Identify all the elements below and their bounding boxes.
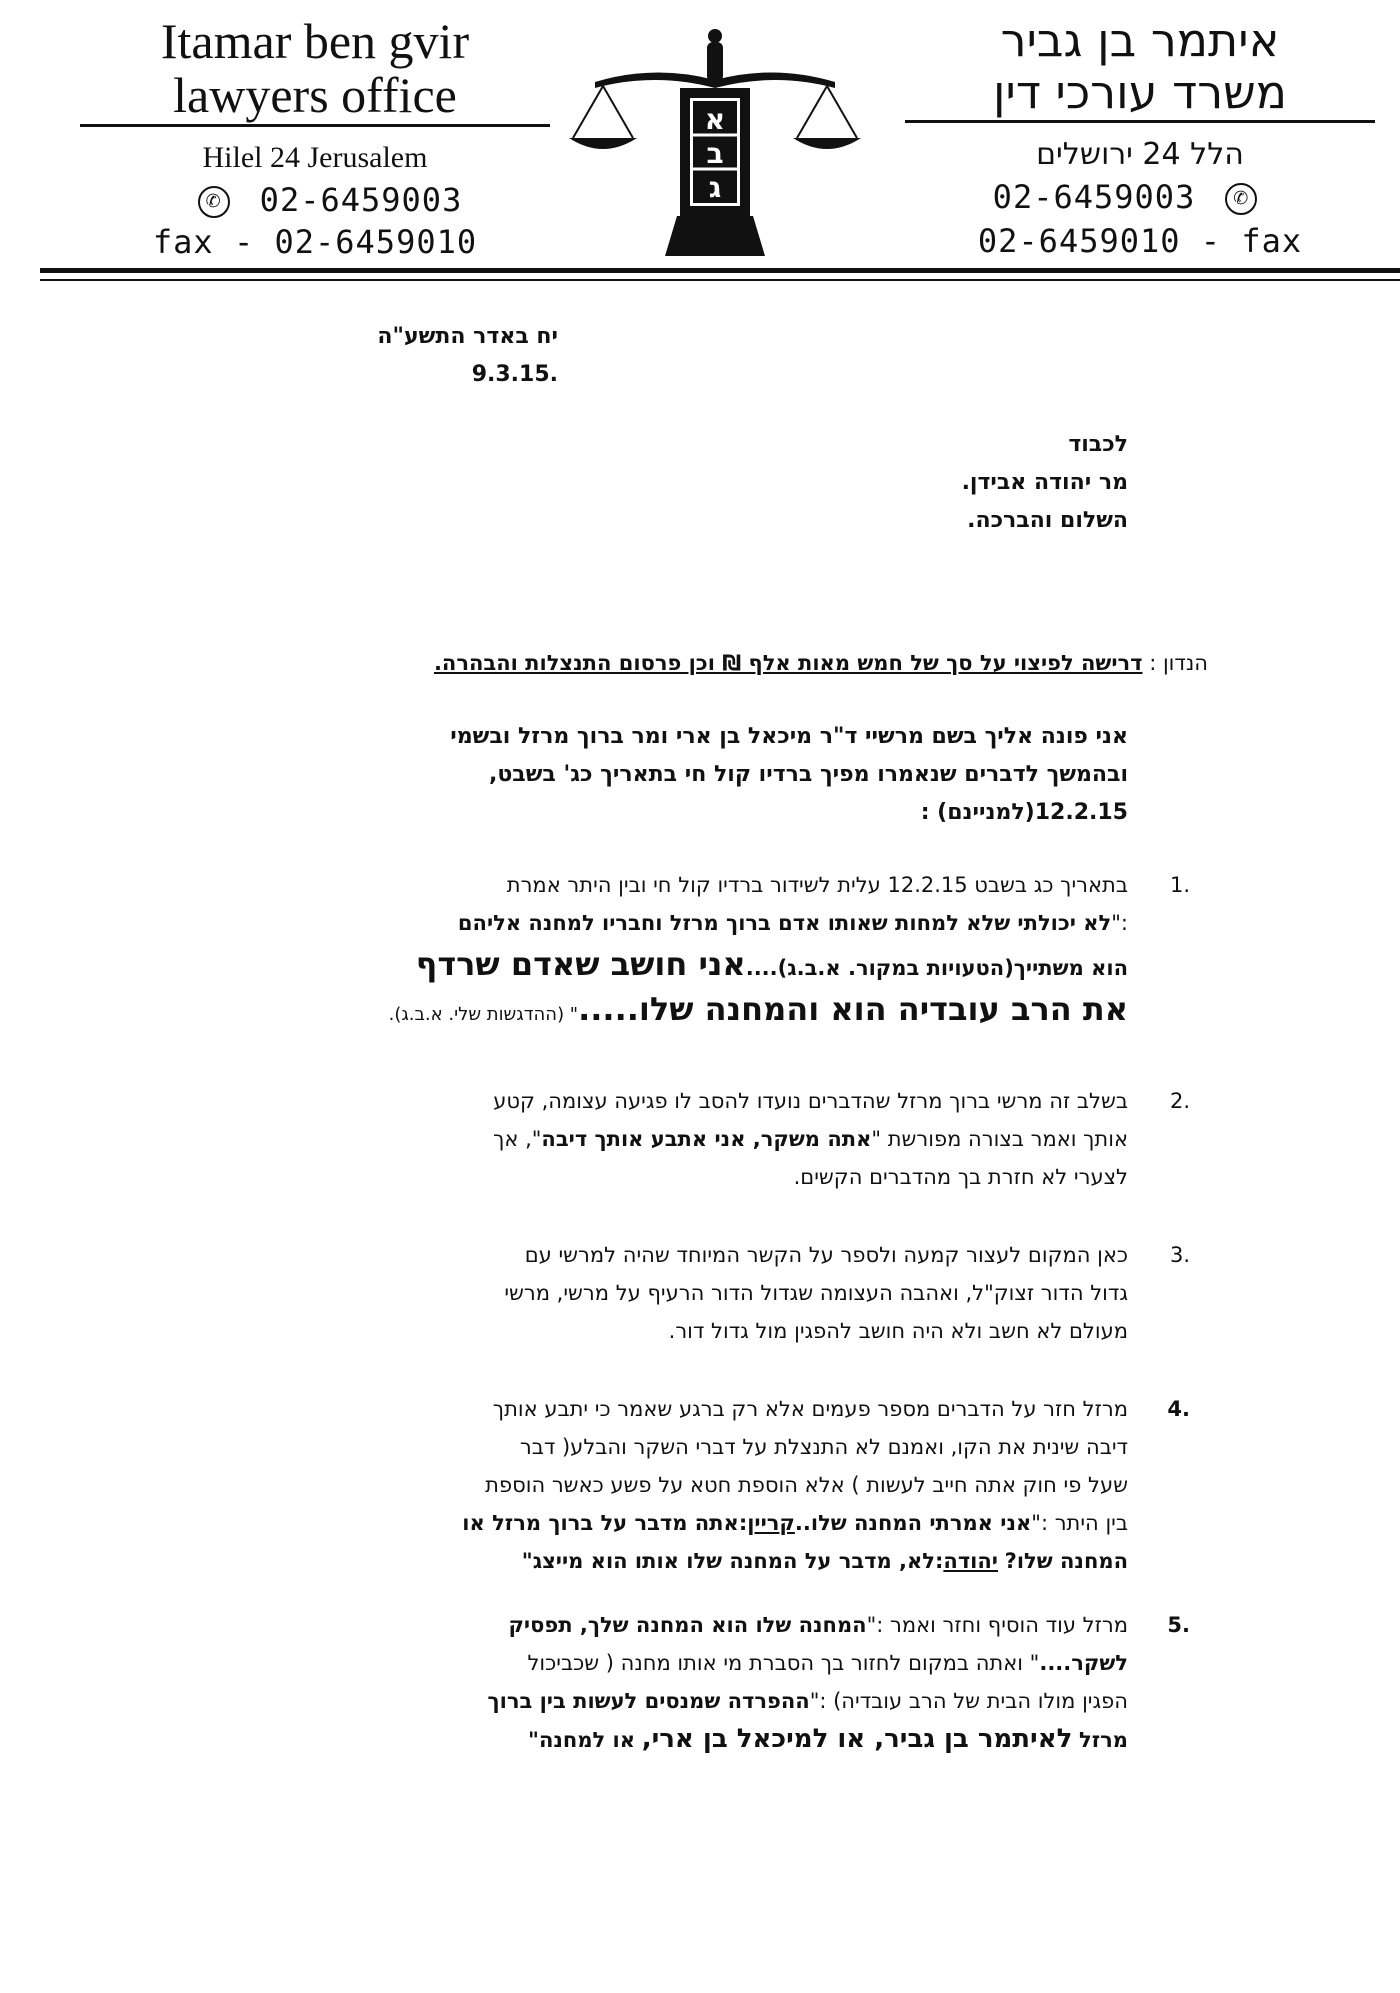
firm-name-he-line2: משרד עורכי דין — [993, 65, 1287, 119]
fax-he — [905, 222, 1375, 260]
item-4-line-5 — [228, 1542, 1128, 1580]
item-4-line-3: שעל פי חוק אתה חייב לעשות ) אלא הוספת חטא על פשע כאשר הוספת — [485, 1473, 1128, 1497]
item-5-text-b: " ואתה במקום לחזור בך הסברת מי אותו מחנה ( שכביכול — [527, 1651, 1040, 1675]
item-1-emphasis-a: אני חושב שאדם שרדף — [415, 945, 746, 983]
letterhead-rule-thin — [40, 279, 1400, 281]
phone-icon: ✆ — [1225, 183, 1257, 215]
item-number: .2 — [1169, 1089, 1190, 1113]
addressee-salutation: לכבוד — [1068, 432, 1128, 457]
firm-name-he-underline — [905, 120, 1375, 123]
item-2-line-2 — [228, 1120, 1128, 1158]
item-4-quote-d: :לא, מדבר על המחנה שלו אותו הוא מייצג" — [521, 1549, 944, 1573]
item-5-quote-b: לשקר.... — [1039, 1651, 1128, 1675]
item-4-line-4 — [228, 1504, 1128, 1542]
item-1-emphasis-b: את הרב עובדיה הוא והמחנה שלו..... — [578, 990, 1128, 1028]
quote-open: :" — [1111, 911, 1128, 935]
item-2-line-3: לצערי לא חזרת בך מהדברים הקשים. — [793, 1165, 1128, 1189]
item-5-quote-e: או למחנה" — [528, 1728, 636, 1752]
firm-name-en-underline — [80, 124, 550, 127]
numbered-item-3 — [228, 1236, 1190, 1350]
numbered-item-5 — [228, 1606, 1190, 1759]
phone-number-en: 02-6459003 — [259, 181, 463, 219]
intro-line-2: ובהמשך לדברים שנאמרו מפיך ברדיו קול חי בתאריך כג' בשבט, — [489, 762, 1128, 787]
item-5-line-3 — [228, 1682, 1128, 1720]
item-4-text-a: בין היתר :" — [1031, 1511, 1128, 1535]
subject-label: הנדון : — [1149, 651, 1208, 675]
firm-name-he-line1: איתמר בן גביר — [1000, 13, 1280, 67]
fax-label-he: - fax — [1200, 222, 1303, 260]
address-en: Hilel 24 Jerusalem — [202, 141, 428, 174]
item-5-text-c: הפגין מולו הבית של הרב עובדיה) :" — [809, 1689, 1128, 1713]
firm-name-en-line2: lawyers office — [173, 67, 457, 123]
letterhead-hebrew — [905, 14, 1375, 260]
phone-number-he: 02-6459003 — [992, 178, 1196, 216]
item-number: .4 — [1167, 1397, 1190, 1421]
item-5-quote-d: מרזל — [1079, 1728, 1128, 1752]
intro-line-1: אני פונה אליך בשם מרשיי ד"ר מיכאל בן ארי ומר ברוך מרזל ובשמי — [450, 724, 1128, 749]
item-number: .1 — [1169, 873, 1190, 897]
item-1-line-4 — [228, 987, 1128, 1034]
item-4-quote-b: :אתה מדבר על ברוך מרזל או — [462, 1511, 748, 1535]
item-5-line-2 — [228, 1644, 1128, 1682]
logo-letter-1: א — [704, 103, 726, 136]
phone-icon: ✆ — [198, 186, 230, 218]
numbered-item-1 — [228, 866, 1190, 1034]
item-4-quote-a: אני אמרתי המחנה שלו.. — [794, 1511, 1032, 1535]
intro-line-3: 12.2.15(למניינם) : — [920, 800, 1128, 825]
logo-letter-2: ב — [706, 137, 724, 170]
item-2-quote: אתה משקר, אני אתבע אותך דיבה — [541, 1127, 872, 1151]
item-5-quote-c: ההפרדה שמנסים לעשות בין ברוך — [487, 1689, 810, 1713]
item-5-line-4 — [228, 1720, 1128, 1759]
item-4-speaker-announcer: קריין — [747, 1511, 795, 1535]
item-4-quote-c: המחנה שלו? — [1004, 1549, 1128, 1573]
item-4-line-2: דיבה שינית את הקו, ואמנם לא התנצלת על דברי השקר והבלע( דבר — [519, 1435, 1128, 1459]
item-2-text-b: ", אך — [493, 1127, 542, 1151]
letterhead-rule-thick — [40, 268, 1400, 273]
item-1-line-1: בתאריך כג בשבט 12.2.15 עלית לשידור ברדיו קול חי ובין היתר אמרת — [506, 873, 1128, 897]
item-4-speaker-yehuda: יהודה — [943, 1549, 998, 1573]
item-2-line-1: בשלב זה מרשי ברוך מרזל שהדברים נועדו להסב לו פגיעה עצומה, קטע — [493, 1089, 1128, 1113]
scales-of-justice-logo — [565, 20, 865, 270]
item-5-text-a: מרזל עוד הוסיף וחזר ואמר :" — [866, 1613, 1128, 1637]
numbered-item-4 — [228, 1390, 1190, 1580]
item-5-quote-a: המחנה שלו הוא המחנה שלך, תפסיק — [508, 1613, 867, 1637]
fax-label-en: fax - — [152, 223, 255, 261]
date-gregorian: .9.3.15 — [471, 362, 558, 387]
item-3-line-3: מעולם לא חשב ולא היה חושב להפגין מול גדול דור. — [668, 1319, 1128, 1343]
phone-he — [905, 178, 1375, 216]
fax-en — [80, 223, 550, 261]
addressee-block — [962, 426, 1128, 540]
date-block — [377, 318, 558, 394]
item-1-note: " (ההדגשות שלי. א.ב.ג). — [388, 1004, 579, 1025]
logo-letter-3: ג — [708, 171, 722, 204]
subject-text: דרישה לפיצוי על סך של חמש מאות אלף ₪ וכן פרסום התנצלות והבהרה. — [433, 651, 1143, 675]
intro-paragraph — [208, 718, 1128, 832]
letterhead-english — [80, 14, 550, 261]
phone-en — [80, 181, 550, 219]
item-3-line-1: כאן המקום לעצור קמעה ולספר על הקשר המיוחד שהיה למרשי עם — [524, 1243, 1128, 1267]
subject-line — [208, 644, 1208, 682]
item-2-text-a: אותך ואמר בצורה מפורשת " — [871, 1127, 1128, 1151]
item-number: .3 — [1169, 1243, 1190, 1267]
numbered-item-2 — [228, 1082, 1190, 1196]
fax-number-en: 02-6459010 — [274, 223, 478, 261]
address-he: הלל 24 ירושלים — [1036, 137, 1244, 172]
item-1-line-3 — [228, 942, 1128, 987]
item-3-line-2: גדול הדור זצוק"ל, ואהבה העצומה שגדול הדור הרעיף על מרשי, מרשי — [504, 1281, 1128, 1305]
item-1-quote-b: הוא משתייך(הטעויות במקור. א.ב.ג).... — [745, 956, 1128, 980]
fax-number-he: 02-6459010 — [977, 222, 1181, 260]
item-4-line-1: מרזל חזר על הדברים מספר פעמים אלא רק ברגע שאמר כי יתבע אותך — [492, 1397, 1128, 1421]
date-hebrew: יח באדר התשע"ה — [377, 324, 558, 349]
item-5-emphasis: לאיתמר בן גביר, או למיכאל בן ארי, — [641, 1724, 1073, 1754]
item-number: .5 — [1167, 1613, 1190, 1637]
addressee-name: מר יהודה אבידן. — [961, 470, 1128, 495]
firm-name-en-line1: Itamar ben gvir — [160, 13, 470, 69]
addressee-greeting: השלום והברכה. — [967, 508, 1128, 533]
item-1-line-2 — [228, 904, 1128, 942]
item-5-line-1 — [228, 1606, 1128, 1644]
item-1-quote-a: לא יכולתי שלא למחות שאותו אדם ברוך מרזל וחבריו למחנה אליהם — [457, 911, 1112, 935]
